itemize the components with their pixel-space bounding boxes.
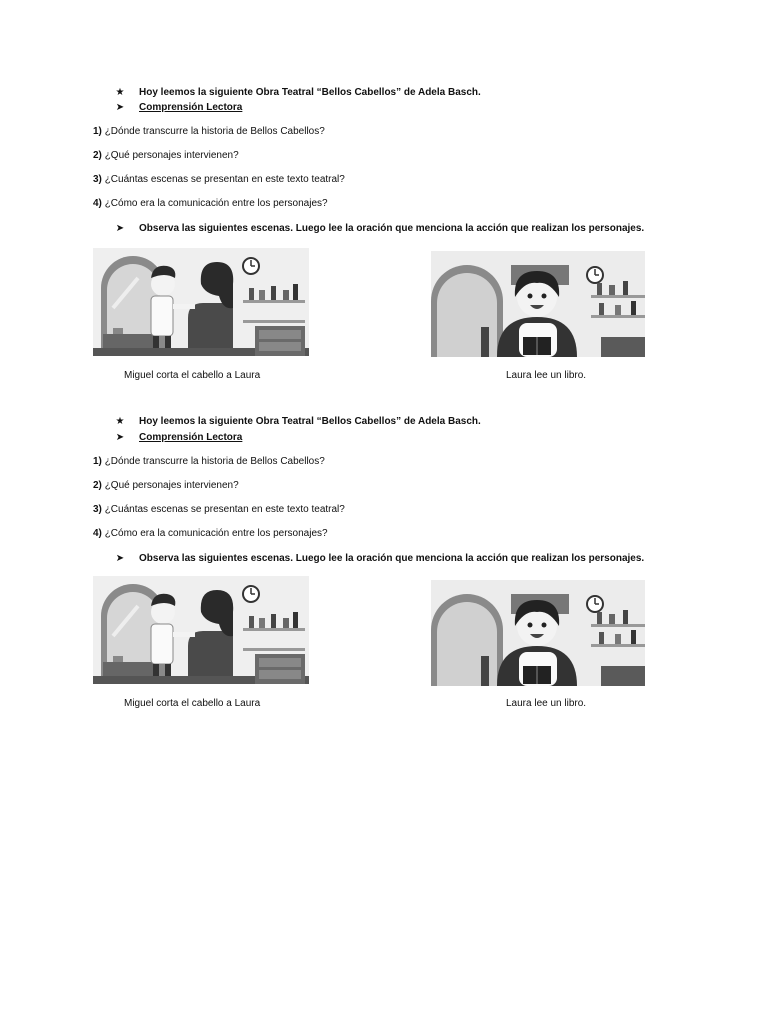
instruction-text: Observa las siguientes escenas. Luego lee la oración que menciona la acción que realizan los personajes. bbox=[139, 553, 645, 564]
star-bullet-icon: ★ bbox=[115, 87, 125, 98]
question-4: 4) ¿Cómo era la comunicación entre los personajes? bbox=[93, 198, 328, 209]
arrow-bullet-icon: ➤ bbox=[115, 432, 125, 443]
scene-caption-2: Laura lee un libro. bbox=[506, 370, 587, 381]
scene-caption-1: Miguel corta el cabello a Laura bbox=[124, 698, 261, 709]
question-3: 3) ¿Cuántas escenas se presentan en este texto teatral? bbox=[93, 174, 345, 185]
question-1: 1) ¿Dónde transcurre la historia de Bellos Cabellos? bbox=[93, 456, 325, 467]
arrow-bullet-icon: ➤ bbox=[115, 223, 125, 234]
star-bullet-icon: ★ bbox=[115, 416, 125, 427]
reading-scene-image bbox=[431, 580, 645, 686]
intro-text: Hoy leemos la siguiente Obra Teatral “Bellos Cabellos” de Adela Basch. bbox=[139, 87, 481, 98]
question-2: 2) ¿Qué personajes intervienen? bbox=[93, 150, 239, 161]
worksheet-block-2 bbox=[0, 330, 768, 709]
scene-caption-1: Miguel corta el cabello a Laura bbox=[124, 370, 261, 381]
question-3: 3) ¿Cuántas escenas se presentan en este texto teatral? bbox=[93, 504, 345, 515]
question-4: 4) ¿Cómo era la comunicación entre los personajes? bbox=[93, 528, 328, 539]
haircut-scene-image bbox=[93, 576, 309, 684]
question-2: 2) ¿Qué personajes intervienen? bbox=[93, 480, 239, 491]
arrow-bullet-icon: ➤ bbox=[115, 553, 125, 564]
instruction-text: Observa las siguientes escenas. Luego lee la oración que menciona la acción que realizan los personajes. bbox=[139, 223, 645, 234]
section-title: Comprensión Lectora bbox=[139, 102, 243, 113]
arrow-bullet-icon: ➤ bbox=[115, 102, 125, 113]
section-title: Comprensión Lectora bbox=[139, 432, 243, 443]
scene-caption-2: Laura lee un libro. bbox=[506, 698, 587, 709]
intro-text: Hoy leemos la siguiente Obra Teatral “Bellos Cabellos” de Adela Basch. bbox=[139, 416, 481, 427]
worksheet-block-1 bbox=[0, 0, 768, 381]
question-1: 1) ¿Dónde transcurre la historia de Bellos Cabellos? bbox=[93, 126, 325, 137]
